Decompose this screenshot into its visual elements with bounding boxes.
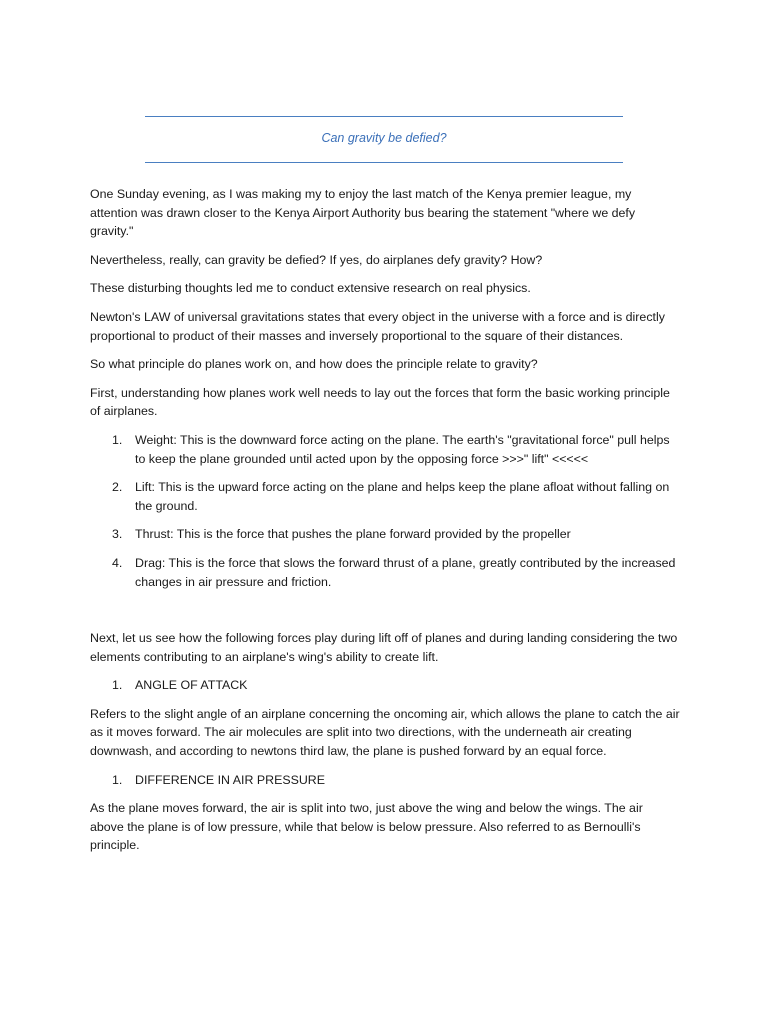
section-heading-list-1 (90, 676, 680, 695)
document-body (90, 185, 680, 865)
list-item-number: 4. (112, 555, 123, 570)
list-item-text: Weight: This is the downward force acting on the plane. The earth's "gravitational force" pull helps to keep the plane grounded until acted upon by the opposing force >>>" lift" <<<<< (135, 432, 670, 466)
list-item-number: 3. (112, 527, 123, 542)
paragraph-angle-of-attack: Refers to the slight angle of an airplane concerning the oncoming air, which allows the plane to catch the air as it moves forward. The air molecules are split into two directions, with the underneath air creating downwash, and according to newtons third law, the plane is pushed forward by an equal force. (90, 706, 680, 759)
document-title: Can gravity be defied? (321, 131, 447, 145)
section-heading-angle-of-attack (90, 676, 680, 695)
list-item (90, 554, 680, 591)
paragraph-intro-6: First, understanding how planes work well needs to lay out the forces that form the basic working principle of airplanes. (90, 385, 670, 419)
title-block (145, 116, 623, 163)
paragraph-intro-4: Newton's LAW of universal gravitations states that every object in the universe with a force and is directly proportional to product of their masses and inversely proportional to the square of their distances. (90, 309, 665, 343)
section-heading-text: DIFFERENCE IN AIR PRESSURE (135, 772, 326, 787)
paragraph-intro-2: Nevertheless, really, can gravity be defied? If yes, do airplanes defy gravity? How? (90, 252, 543, 267)
list-item-text: Thrust: This is the force that pushes the plane forward provided by the propeller (135, 527, 571, 542)
paragraph-intro-1: One Sunday evening, as I was making my to enjoy the last match of the Kenya premier league, my attention was drawn closer to the Kenya Airport Authority bus bearing the statement "where we defy gravity." (90, 187, 636, 239)
paragraph-intro-5: So what principle do planes work on, and how does the principle relate to gravity? (90, 357, 538, 372)
forces-list (90, 431, 680, 591)
list-item (90, 431, 680, 468)
list-item-number: 2. (112, 480, 123, 495)
list-item (90, 478, 680, 515)
list-item (90, 525, 680, 544)
list-item-number: 1. (112, 432, 123, 447)
list-item-text: Lift: This is the upward force acting on the plane and helps keep the plane afloat without falling on the ground. (135, 480, 670, 513)
section-spacer (90, 601, 680, 629)
paragraph-air-pressure: As the plane moves forward, the air is split into two, just above the wing and below the wings. The air above the plane is of low pressure, while that below is below pressure. Also referred to as Bernoulli's principle. (90, 801, 643, 853)
list-item-number: 1. (112, 678, 123, 693)
list-item-number: 1. (112, 772, 123, 787)
section-heading-text: ANGLE OF ATTACK (135, 678, 248, 693)
section-heading-air-pressure (90, 771, 680, 790)
section-heading-list-2 (90, 771, 680, 790)
paragraph-intro-3: These disturbing thoughts led me to conduct extensive research on real physics. (90, 281, 531, 296)
paragraph-next: Next, let us see how the following forces play during lift off of planes and during landing considering the two elements contributing to an airplane's wing's ability to create lift. (90, 631, 678, 664)
list-item-text: Drag: This is the force that slows the forward thrust of a plane, greatly contributed by the increased changes in air pressure and friction. (135, 555, 676, 589)
